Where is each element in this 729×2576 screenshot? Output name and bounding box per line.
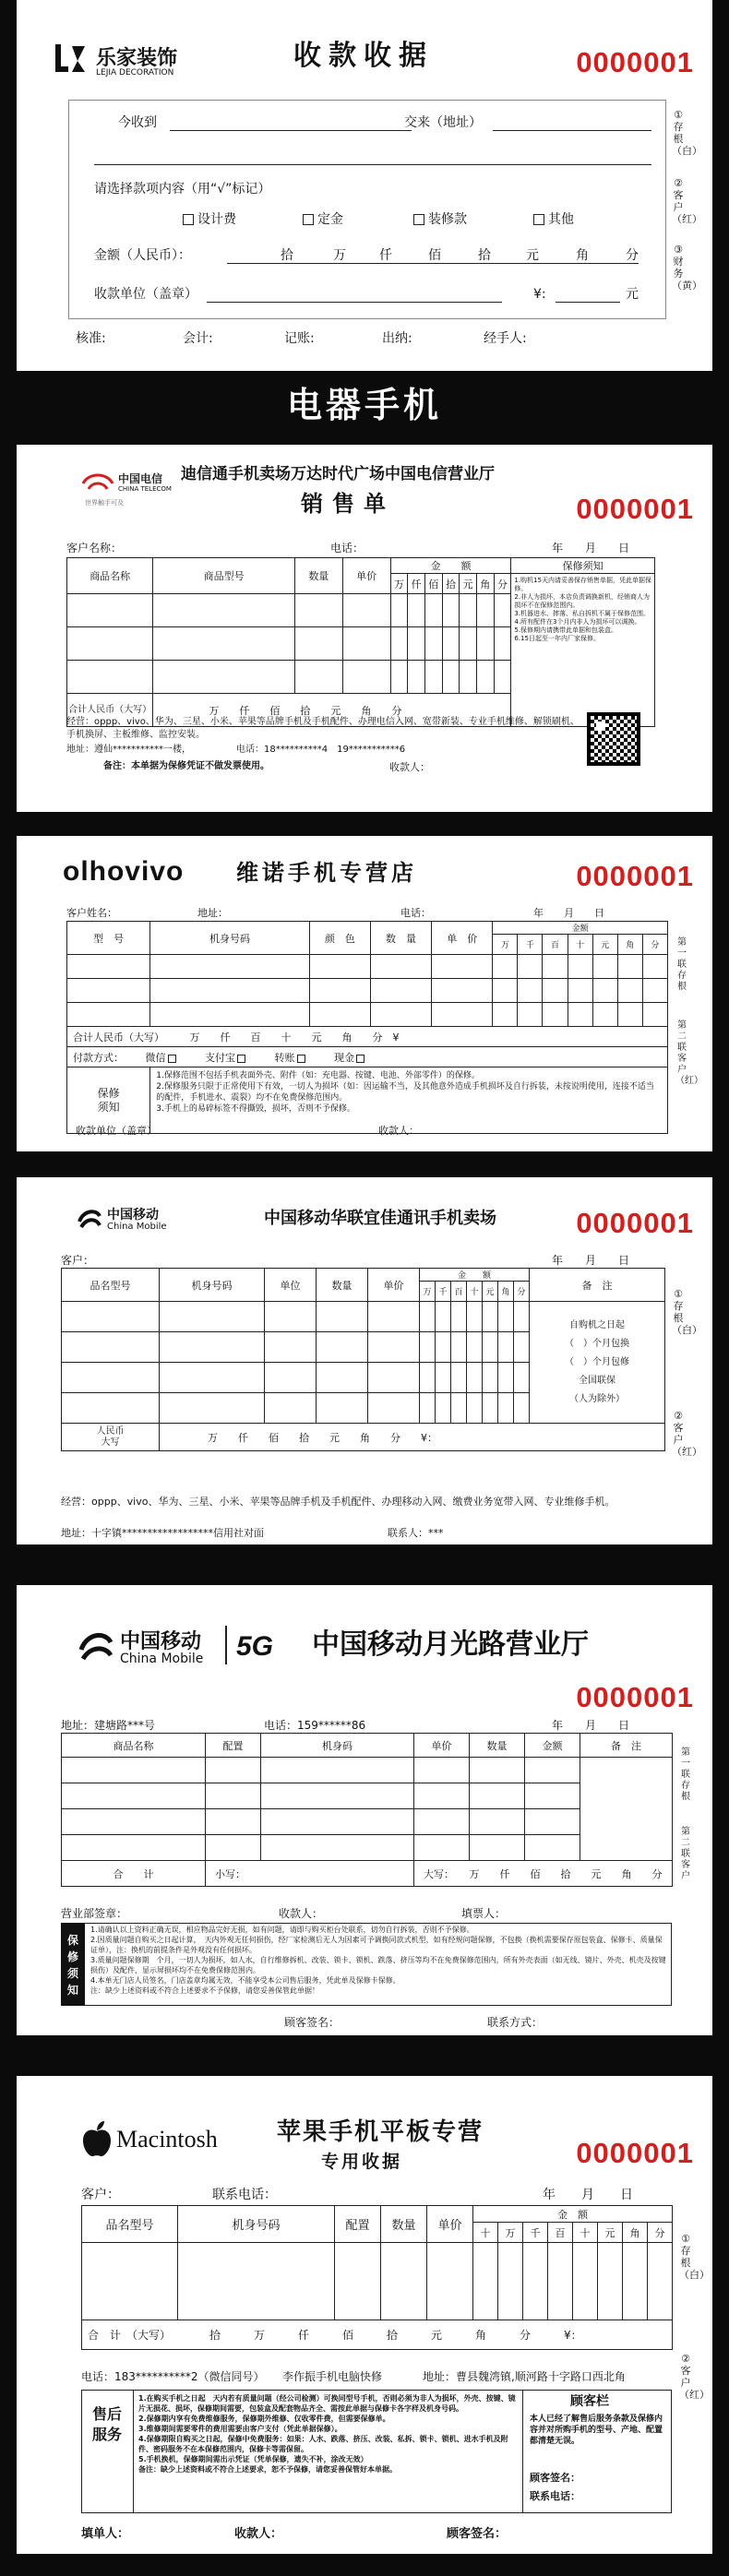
col-unit: 单位	[265, 1269, 317, 1302]
date-label: 年 月 日	[552, 1254, 630, 1267]
side-copy-2: 第二联客户（红）	[675, 1020, 703, 1086]
col-qty: 数量	[381, 2206, 427, 2243]
amount-unit: 元	[592, 935, 617, 955]
side-copy-2: 第二联客户	[681, 1827, 690, 1881]
amount-unit: 分	[648, 2223, 673, 2243]
col-qty: 数量	[470, 1734, 525, 1758]
mobile-brand-cn: 中国移动	[107, 1208, 159, 1222]
total-row: 万 仟 佰 拾 元 角 分	[153, 694, 511, 727]
telecom-brand-cn: 中国电信	[118, 472, 163, 485]
customer-section-title: 顾客栏	[570, 2394, 609, 2409]
yen-label: ¥:	[533, 287, 546, 302]
side-copy-2: ②客户（红）	[672, 177, 702, 225]
unit-label: 分	[626, 248, 639, 263]
unit-label: 万	[333, 248, 346, 263]
amount-unit: 角	[623, 2223, 648, 2243]
option-deposit[interactable]: 定金	[303, 213, 343, 226]
address-label: 地址：建塘路***号	[61, 1719, 156, 1732]
col-serial: 机身号码	[178, 2206, 335, 2243]
choose-hint: 请选择款项内容（用“√”标记）	[94, 182, 271, 197]
col-model: 型 号	[67, 922, 150, 955]
yueguang-items-table	[61, 1733, 673, 1887]
hualian-items-table	[61, 1268, 665, 1451]
col-color: 颜 色	[309, 922, 370, 955]
receipt-number: 0000001	[576, 2137, 694, 2169]
option-decoration[interactable]: 装修款	[413, 213, 467, 226]
amount-unit: 元	[460, 574, 477, 594]
receipt-macintosh	[17, 2076, 712, 2554]
filler-label: 填票人：	[461, 1907, 507, 1920]
col-amount: 金额	[525, 1734, 580, 1758]
amount-unit: 分	[514, 1282, 530, 1302]
receipt-number: 0000001	[576, 1681, 694, 1713]
remark-line: 全国联保	[579, 1375, 616, 1386]
amount-unit: 角	[498, 1282, 514, 1302]
receiver-label: 收款人：	[279, 1907, 324, 1920]
payment-row	[67, 1047, 668, 1067]
after-sales-text	[138, 2393, 519, 2475]
footer-bookkeeping: 记账:	[284, 331, 315, 346]
option-design[interactable]: 设计费	[183, 213, 236, 226]
warranty-note: 6.15日起至一年内厂家保修。	[514, 635, 600, 642]
received-from-label: 今收到	[118, 115, 157, 130]
pay-cash[interactable]: 现金	[334, 1052, 368, 1064]
col-amount: 金 额	[420, 1269, 530, 1282]
side-copy-1: ①存根（白）	[679, 2233, 710, 2281]
service-item: 2.保修期内享有免费维修服务，保修期外维修、仅收零件费，但需要保修单。	[138, 2415, 390, 2423]
yuan-label: 元	[626, 287, 639, 302]
warranty-text	[90, 1925, 668, 1996]
service-item: 4.保修期限自购买之日起，保修中免费服务：如果：人水、跌落、挤压、改装、私拆、锁卡、锁机、进水手机及附件、密码服务不在本保修范围内，保修卡等需保留。	[138, 2435, 508, 2453]
repair-shop-name: 李作振手机电脑快修	[282, 2370, 383, 2383]
col-price: 单价	[414, 1734, 470, 1758]
warranty-note: 5.保修期内请携带此单据和包装盒。	[514, 626, 618, 634]
payment-label: 付款方式：	[73, 1051, 124, 1064]
receiver-label: 收款人：	[234, 2527, 283, 2541]
warranty-item: 2.保修服务只限于正常使用下有效，一切人为损坏（如：因运输不当，及其他意外造成手机损坏及自行拆装，未按说明使用，连接不适当的配件，手机进水、震裂）均不在免费保修范围内。	[156, 1082, 654, 1103]
warranty-item: 2.因质量问题自购买之日起计算， 天内外观无任何损伤，经厂家检测后无人为因素可予调换同款式机型，如有经规问题保修，不包换（换机需要保存原包装盒、保修卡、质量保证单），注：换机的前提条件是外观没有任何损坏。	[90, 1936, 663, 1954]
after-sales-title: 售后服务	[91, 2405, 122, 2443]
contact-label: 联系人：***	[388, 1527, 444, 1539]
unit-label: 拾	[478, 248, 491, 263]
side-copy-1: 第一联存根	[681, 1747, 690, 1802]
unit-label: 角	[576, 248, 589, 263]
col-serial: 机身号码	[160, 1269, 265, 1302]
address-label: 地址：十字镇******************信用社对面	[61, 1527, 264, 1539]
col-qty: 数 量	[370, 922, 431, 955]
amount-unit: 万	[493, 935, 518, 955]
amount-unit: 千	[436, 1282, 451, 1302]
remark-line: 自购机之日起	[569, 1319, 626, 1330]
5g-logo: 5G	[236, 1631, 274, 1662]
amount-unit: 分	[494, 574, 511, 594]
amount-unit: 万	[420, 1282, 436, 1302]
phone-value: 电话：183**********2（微信同号）	[81, 2370, 265, 2383]
table-row	[67, 979, 668, 1003]
col-model: 商品型号	[153, 558, 295, 594]
china-mobile-logo-icon	[76, 1205, 103, 1233]
amount-unit: 千	[518, 935, 543, 955]
warranty-note: 2.非人为损坏，本店负责调换新机，经销商人为损坏不在保修范围内。	[514, 593, 651, 609]
receipt-mobile-hualian	[17, 1177, 712, 1544]
phone-label: 电话：	[330, 542, 364, 555]
mobile-brand-en: China Mobile	[107, 1222, 167, 1232]
qr-code-icon	[587, 712, 640, 766]
filler-label: 填单人：	[81, 2527, 130, 2541]
footer-handler: 经手人:	[484, 331, 527, 346]
olhovivo-logo: olhovivo	[63, 856, 185, 887]
china-telecom-logo-icon	[79, 471, 116, 495]
customer-sign-label: 顾客签名：	[284, 2016, 341, 2029]
option-other[interactable]: 其他	[533, 213, 574, 226]
warranty-item: 3.手机上的易碎标签不得撕毁，损坏，否则不予保修。	[156, 1104, 355, 1114]
amount-label: 金额（人民币）：	[94, 248, 191, 263]
lower-amount: 小写：	[206, 1861, 414, 1887]
side-copy-1: ①存根（白）	[672, 109, 702, 157]
total-label: 合 计	[62, 1861, 206, 1887]
store-name: 中国移动华联宜佳通讯手机卖场	[264, 1209, 496, 1228]
amount-unit: 百	[548, 2223, 573, 2243]
pay-alipay[interactable]: 支付宝	[205, 1052, 249, 1064]
date-label: 年 月 日	[552, 542, 630, 555]
warranty-item: 注：缺少上述资料或不符合上述要求不予保修，请您妥善保管此单据！	[90, 1986, 319, 1995]
side-copy-3: ③财务（黄）	[672, 244, 702, 292]
telecom-items-table	[66, 557, 655, 727]
unit-label: 拾	[281, 248, 293, 263]
amount-unit: 百	[451, 1282, 467, 1302]
receiver-label: 收款人：	[378, 1125, 419, 1137]
amount-unit: 元	[598, 2223, 623, 2243]
customer-label: 客户姓名：	[66, 907, 117, 919]
macintosh-logo: Macintosh	[116, 2126, 218, 2153]
warranty-note: 3.机器进水、摔落、私自拆机不属于保修范围。	[514, 610, 651, 617]
col-product: 商品名称	[62, 1734, 206, 1758]
date-label: 年 月 日	[543, 2188, 633, 2202]
warranty-item: 1.请确认以上资料正确无误，相应物品完好无损，如有问题，请即与购买柜台处联系，切勿自行拆装，否则不予保修。	[90, 1926, 474, 1934]
receipt-subtitle: 专用收据	[321, 2152, 403, 2172]
col-qty: 数量	[294, 558, 342, 594]
amount-unit: 十	[473, 2223, 498, 2243]
amount-unit: 角	[617, 935, 642, 955]
macintosh-items-table	[81, 2205, 673, 2350]
col-product: 品名型号	[82, 2206, 178, 2243]
customer-phone-label: 联系电话：	[530, 2490, 580, 2502]
table-row	[82, 2243, 673, 2320]
lejia-brand-cn: 乐家装饰	[96, 47, 178, 70]
date-label: 年 月 日	[533, 907, 604, 919]
address-label: 地址：	[197, 907, 228, 919]
receiving-unit-label: 收款单位（盖章）	[76, 1125, 157, 1137]
col-config: 配置	[206, 1734, 261, 1758]
customer-label: 客户：	[81, 2188, 120, 2202]
amount-unit: 十	[573, 2223, 598, 2243]
unit-label: 元	[526, 248, 539, 263]
total-label: 合计人民币（大写）	[67, 694, 153, 727]
phone-label: 电话：	[400, 907, 431, 919]
china-mobile-logo-icon	[76, 1626, 116, 1666]
store-name: 维诺手机专营店	[236, 860, 417, 886]
store-name: 中国移动月光路营业厅	[312, 1628, 589, 1661]
remark-line: （ ）个月包修	[565, 1356, 630, 1367]
col-serial: 机身码	[261, 1734, 414, 1758]
address-label: 交来（地址）	[404, 115, 482, 130]
amount-unit: 元	[483, 1282, 498, 1302]
service-item: 备注：缺少上述资料或不符合上述要求，恕不予保修，请您妥善保管好本单据。	[138, 2465, 397, 2474]
table-row	[67, 1003, 668, 1027]
section-title: 电器手机	[286, 385, 442, 425]
business-scope: 经营：oppp、vivo、华为、三星、小米、苹果等品牌手机及手机配件、办理电信入网、宽带新装、专业手机维修、解锁刷机、手机换屏、主板维修、监控安装。	[66, 717, 580, 740]
col-price: 单价	[342, 558, 390, 594]
business-scope: 经营：oppp、vivo、华为、三星、小米、苹果等品牌手机及手机配件、办理移动入网、缴费业务宽带入网、专业维修手机。	[61, 1496, 615, 1508]
col-config: 配置	[335, 2206, 381, 2243]
pay-wechat[interactable]: 微信	[146, 1052, 180, 1064]
customer-sign-label: 顾客签名：	[530, 2472, 580, 2484]
table-row	[62, 1302, 665, 1332]
receiving-unit-label: 收款单位（盖章）	[94, 287, 197, 302]
amount-unit: 角	[476, 574, 494, 594]
customer-sign-footer: 顾客签名：	[447, 2527, 508, 2541]
col-remark: 备 注	[530, 1269, 665, 1302]
receipt-title: 销售单	[301, 491, 395, 517]
col-amount: 金 额	[473, 2206, 673, 2223]
apple-logo-icon	[81, 2120, 113, 2157]
amount-unit: 万	[498, 2223, 523, 2243]
customer-label: 客户：	[61, 1254, 95, 1267]
warranty-item: 3.质量问题保修期 个月，一切人为损坏，如人水，自行维修拆机、改装、锁卡、锁机、跌落、挤压等均不在免费保修范围内，所有外壳表面（如无线、镜片、外壳、机壳及按键损伤）及配件，显示屏损坏均不在免费保修范围内。	[90, 1956, 666, 1974]
remark-line: （人为除外）	[569, 1393, 626, 1404]
date-label: 年 月 日	[552, 1719, 630, 1732]
service-item: 1.在购买手机之日起 天内若有质量问题（经公司检测）可换同型号手机，否则必须为非人为损坏，外壳、按键、镜片无损花、损坏，保修期间需要，包装盒及配套物品齐全、需按此单据与保修卡各字样及机身号码。	[138, 2394, 516, 2413]
amount-unit: 佰	[424, 574, 442, 594]
col-price: 单价	[368, 1269, 420, 1302]
col-remark: 备 注	[580, 1734, 673, 1758]
receipt-lejia	[17, 0, 712, 371]
receipt-title: 收款收据	[293, 40, 434, 72]
customer-label: 客户名称：	[66, 542, 123, 555]
telecom-slogan: 世界触手可及	[85, 499, 124, 507]
warranty-title: 保修须知	[61, 1923, 85, 2006]
telecom-brand-en: CHINA TELECOM	[118, 485, 172, 493]
footer-cashier: 出纳:	[382, 331, 412, 346]
dept-seal-label: 营业部签章：	[61, 1907, 128, 1920]
col-warranty: 保修须知	[511, 558, 655, 574]
receipt-number: 0000001	[576, 46, 694, 78]
total-row: 合 计 （大写） 拾 万 仟 佰 拾 元 角 分 ¥：	[82, 2320, 673, 2350]
receipt-olhovivo	[17, 836, 712, 1151]
total-label: 人民币 大写	[62, 1424, 160, 1451]
amount-unit: 万	[390, 574, 408, 594]
footer-approve: 核准:	[76, 331, 106, 346]
lejia-logo-icon	[50, 41, 90, 78]
mobile-brand-cn: 中国移动	[120, 1630, 202, 1653]
receipt-mobile-yueguang	[17, 1585, 712, 2035]
col-product: 品名型号	[62, 1269, 160, 1302]
customer-section-text: 本人已经了解售后服务条款及保修内容并对所购手机的型号、产地、配置都清楚无误。	[530, 2415, 663, 2446]
service-item: 3.维修期间需要零件的费用需要由客户支付（凭此单据保修）。	[138, 2425, 342, 2433]
total-row: 合计人民币（大写） 万 仟 百 十 元 角 分 ¥	[67, 1027, 668, 1047]
receipt-number: 0000001	[576, 860, 694, 892]
warranty-item: 4.本单无门店人员签名，门店盖章均属无效，不能享受本公司售后服务，凭此单及保修卡保修。	[90, 1976, 400, 1985]
upper-amount: 大写： 万 仟 佰 拾 元 角 分	[414, 1861, 673, 1887]
col-amount: 金 额	[390, 558, 511, 574]
col-price: 单 价	[432, 922, 493, 955]
unit-label: 仟	[379, 248, 392, 263]
store-name: 迪信通手机卖场万达时代广场中国电信营业厅	[181, 465, 495, 483]
col-amount: 金额	[493, 922, 668, 935]
phone-label: 联系电话：	[212, 2188, 277, 2202]
service-item: 5.手机换机，保修期间需出示凭证（凭单保修，遗失不补，涂改无效）	[138, 2455, 368, 2463]
note-label: 备注：本单据为保修凭证不做发票使用。	[103, 761, 269, 771]
warranty-item: 1.保修范围不包括手机表面外壳、附件（如：充电器、按键、电池、外部零件）的保修。	[156, 1071, 480, 1080]
side-copy-2: ②客户（红）	[672, 1410, 702, 1458]
pay-transfer[interactable]: 转账	[275, 1052, 309, 1064]
col-qty: 数量	[317, 1269, 368, 1302]
olhovivo-items-table	[66, 921, 668, 1137]
mobile-brand-en: China Mobile	[120, 1652, 204, 1666]
side-copy-2: ②客户（红）	[679, 2353, 710, 2401]
side-copy-1: 第一联存根	[677, 937, 687, 992]
table-row	[62, 1758, 673, 1783]
warranty-note: 1.购机15天内请妥善保存销售单据，凭此单据保修。	[514, 577, 651, 592]
warranty-notes	[511, 574, 655, 727]
amount-unit: 分	[642, 935, 667, 955]
lejia-brand-en: LEJIA DECORATION	[96, 68, 174, 78]
side-copy-1: ①存根（白）	[672, 1288, 702, 1336]
amount-unit: 百	[543, 935, 568, 955]
remark-line: （ ）个月包换	[565, 1338, 630, 1349]
receipt-number: 0000001	[576, 1207, 694, 1239]
table-row	[67, 955, 668, 979]
footer-accounting: 会计:	[183, 331, 213, 346]
unit-label: 佰	[428, 248, 441, 263]
amount-unit: 拾	[442, 574, 460, 594]
phone-label: 电话：159******86	[264, 1719, 366, 1732]
total-row: 万 仟 佰 拾 元 角 分 ¥：	[160, 1424, 665, 1451]
store-name: 苹果手机平板专营	[277, 2118, 484, 2146]
remarks-cell	[530, 1302, 665, 1424]
address-value: 地址：曹县魏湾镇,顺河路十字路口西北角	[423, 2370, 626, 2383]
col-price: 单价	[427, 2206, 473, 2243]
amount-unit: 仟	[408, 574, 425, 594]
col-serial: 机身号码	[150, 922, 310, 955]
phone-value: 电话：18**********4 19***********6	[236, 745, 406, 755]
warranty-title: 保修须知	[67, 1067, 150, 1134]
amount-unit: 十	[467, 1282, 483, 1302]
contact-label: 联系方式：	[487, 2016, 544, 2029]
receiver-label: 收款人：	[389, 761, 430, 773]
warranty-note: 4.所有配件在3个月内非人为损坏可以调换。	[514, 618, 641, 626]
address-label: 地址：遵仙***********一楼，	[66, 745, 191, 755]
amount-unit: 千	[523, 2223, 548, 2243]
receipt-number: 0000001	[576, 493, 694, 525]
amount-unit: 十	[568, 935, 592, 955]
warranty-text	[150, 1067, 668, 1137]
col-product-name: 商品名称	[67, 558, 153, 594]
receipt-telecom	[17, 445, 712, 812]
